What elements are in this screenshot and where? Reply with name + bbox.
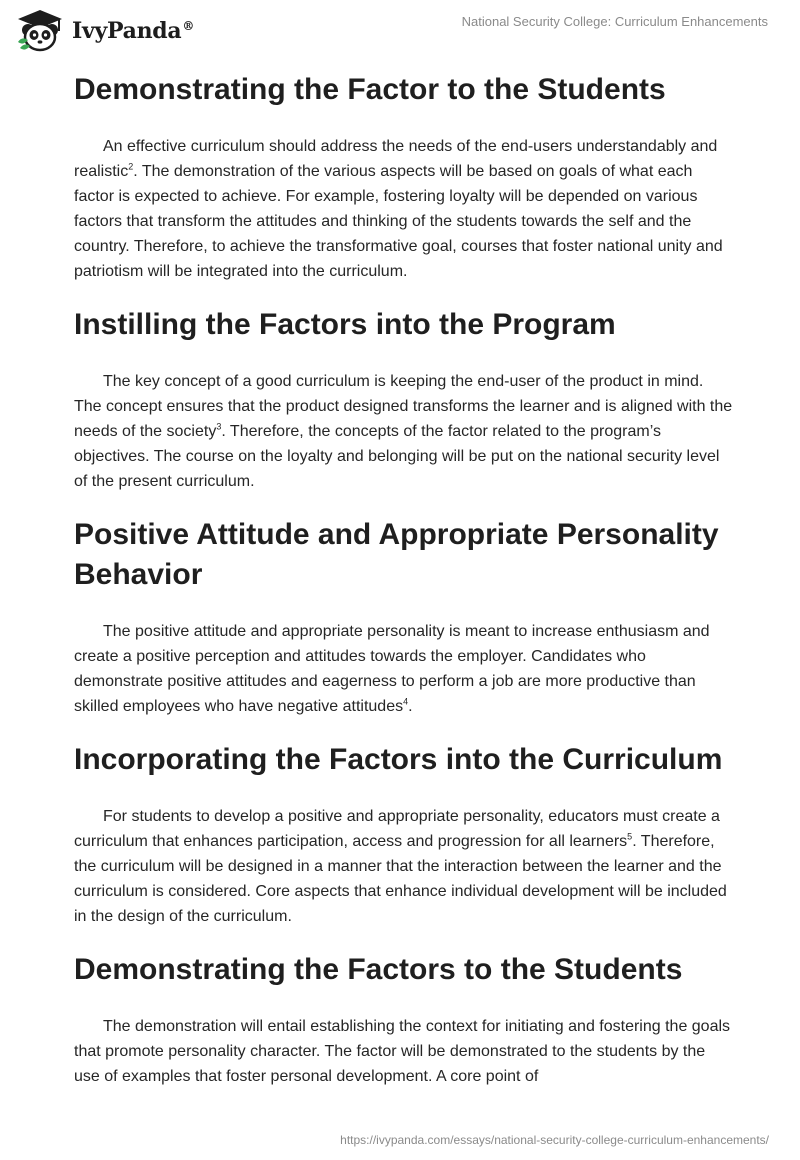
section-paragraph: The demonstration will entail establishing the context for initiating and fostering the goals that promote personality character. The factor will be demonstrated to the students by the use of examples that foster personal development. A core point of xyxy=(74,1018,731,1085)
section-paragraph: The positive attitude and appropriate personality is meant to increase enthusiasm and create a positive perception and attitudes towards the employer. Candidates who demonstrate positive attitudes and eagerness to perform a job are more productive than skilled employees who have negative attitudes$^4$. xyxy=(74,623,710,715)
section-paragraph: An effective curriculum should address the needs of the end-users understandably and realistic$^2$. The demonstration of the various aspects will be based on goals of what each factor is expected to achieve. For example, fostering loyalty will be depended on various factors that transform the attitudes and thinking of the students towards the self and the country. Therefore, to achieve the transformative goal, courses that foster national unity and patriotism will be integrated into the curriculum. xyxy=(74,138,723,280)
section-heading: Positive Attitude and Appropriate Personality Behavior xyxy=(74,518,719,591)
footnote-ref[interactable]: 5 xyxy=(627,831,633,842)
section-paragraph: The key concept of a good curriculum is keeping the end-user of the product in mind. The concept ensures that the product designed transforms the learner and is aligned with the needs of the society$^3$. Therefore, the concepts of the factor related to the program’s objectives. The course on the loyalty and belonging will be put on the national security level of the present curriculum. xyxy=(74,373,733,490)
section-heading: Demonstrating the Factor to the Students xyxy=(74,73,666,106)
ivypanda-logo[interactable] xyxy=(14,8,194,52)
essay-body xyxy=(74,70,734,1089)
brand-name: IvyPanda® xyxy=(72,18,195,44)
source-url-link[interactable]: https://ivypanda.com/essays/national-security-college-curriculum-enhancements/ xyxy=(340,1133,769,1147)
section-heading: Instilling the Factors into the Program xyxy=(74,308,616,341)
footnote-ref[interactable]: 4 xyxy=(403,696,409,707)
panda-graduation-cap-icon xyxy=(14,8,66,52)
section-heading: Incorporating the Factors into the Curriculum xyxy=(74,743,723,776)
section-heading: Demonstrating the Factors to the Students xyxy=(74,953,683,986)
document-title: National Security College: Curriculum Enhancements xyxy=(461,14,768,29)
section-paragraph: For students to develop a positive and appropriate personality, educators must create a curriculum that enhances participation, access and progression for all learners$^5$. Therefore, the curriculum will be designed in a manner that the interaction between the learner and the curriculum is considered. Core aspects that enhance individual development will be included in the design of the curriculum. xyxy=(74,808,727,925)
footnote-ref[interactable]: 2 xyxy=(128,161,134,172)
page-header xyxy=(0,0,800,60)
footnote-ref[interactable]: 3 xyxy=(216,421,222,432)
